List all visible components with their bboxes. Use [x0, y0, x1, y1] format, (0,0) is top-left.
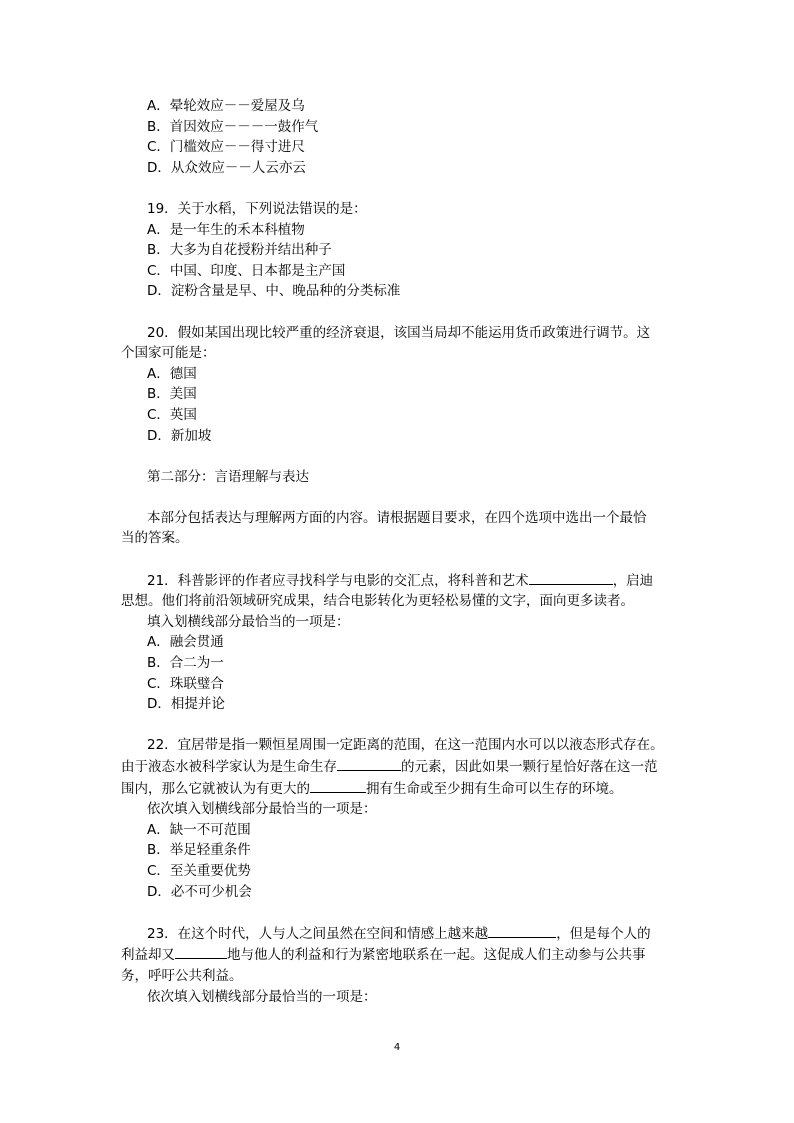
q22-stem-part-b: 的元素，因此如果一颗行星恰好落在这一范	[401, 759, 658, 775]
q19-option-b: B．大多为自花授粉并结出种子	[147, 242, 332, 259]
spacer	[147, 902, 673, 923]
q22-blank-1	[337, 756, 401, 771]
q22-stem-line1: 22．宜居带是指一颗恒星周围一定距离的范围，在这一范围内水可以以液态形式存在。	[147, 737, 664, 754]
q21-stem-line2: 思想。他们将前沿领域研究成果，结合电影转化为更轻松易懂的文字，面向更多读者。	[121, 593, 634, 610]
section-title: 第二部分：言语理解与表达	[147, 468, 309, 485]
q23-prompt: 依次填入划横线部分最恰当的一项是：	[147, 988, 377, 1005]
q20-option-d: D．新加坡	[147, 427, 212, 444]
q21-prompt: 填入划横线部分最恰当的一项是：	[147, 613, 350, 630]
q20-option-a: A．德国	[147, 365, 197, 382]
q22-prompt: 依次填入划横线部分最恰当的一项是：	[147, 801, 377, 818]
spacer	[147, 715, 673, 736]
q18-option-c: C．门槛效应－－得寸进尺	[147, 139, 305, 156]
q21-option-c: C．珠联璧合	[147, 675, 224, 692]
q21-stem-part-a: 21．科普影评的作者应寻找科学与电影的交汇点，将科普和艺术	[147, 572, 529, 589]
q18-option-a: A．晕轮效应－－爱屋及乌	[147, 98, 305, 114]
page-number: 4	[393, 1042, 401, 1053]
q19-option-d: D．淀粉含量是早、中、晚品种的分类标准	[147, 283, 401, 300]
q18-option-b: B．首因效应－－－一鼓作气	[147, 118, 319, 135]
q21-option-b: B．合二为一	[147, 655, 224, 672]
q22-option-c: C．至关重要优势	[147, 862, 251, 879]
q22-stem-line2	[121, 756, 673, 778]
q22-option-a: A．缺一不可范围	[147, 821, 251, 838]
q22-stem-part-d: 拥有生命或至少拥有生命可以生存的环境。	[366, 780, 623, 797]
spacer	[147, 549, 673, 570]
q22-option-d: D．必不可少机会	[147, 883, 252, 900]
q23-stem-part-d: 地与他人的利益和行为紧密地联系在一起。这促成人们主动参与公共事	[227, 947, 646, 964]
section-intro-line2: 当的答案。	[121, 530, 189, 547]
q21-blank	[529, 570, 613, 585]
section-intro-line1: 本部分包括表达与理解两方面的内容。请根据题目要求，在四个选项中选出一个最恰	[147, 509, 647, 526]
q21-stem-part-b: ，启迪	[612, 572, 654, 589]
q23-blank-1	[488, 923, 556, 938]
q21-option-a: A．融会贯通	[147, 634, 224, 651]
q20-stem-line1: 20．假如某国出现比较严重的经济衰退，该国当局却不能运用货币政策进行调节。这	[147, 324, 651, 341]
q23-stem-line1	[147, 923, 673, 945]
q20-stem-line2: 个国家可能是：	[121, 345, 216, 362]
q23-stem-line3: 务，呼吁公共利益。	[121, 967, 243, 984]
q20-option-c: C．英国	[147, 406, 197, 423]
q23-stem-part-a: 23．在这个时代，人与人之间虽然在空间和情感上越来越	[147, 925, 489, 942]
q22-option-b: B．举足轻重条件	[147, 842, 251, 859]
q19-option-a: A．是一年生的禾本科植物	[147, 221, 305, 238]
q19-option-c: C．中国、印度、日本都是主产国	[147, 262, 346, 279]
spacer	[147, 302, 673, 323]
q22-stem-line3	[121, 778, 673, 800]
q21-option-d: D．相提并论	[147, 696, 225, 713]
q18-option-d: D．从众效应－－人云亦云	[147, 159, 306, 176]
spacer	[147, 446, 673, 467]
q19-stem: 19．关于水稻，下列说法错误的是：	[147, 200, 367, 217]
q23-stem-line2	[121, 944, 673, 966]
q23-blank-2	[175, 944, 227, 959]
q21-stem-line1	[147, 570, 673, 592]
page-content	[121, 96, 673, 1007]
spacer	[147, 487, 673, 508]
q22-stem-part-a: 由于液态水被科学家认为是生命生存	[121, 759, 337, 775]
spacer	[147, 178, 673, 199]
q20-option-b: B．美国	[147, 386, 197, 403]
q23-stem-part-b: ，但是每个人的	[556, 925, 651, 942]
q22-blank-2	[310, 778, 366, 793]
q22-stem-part-c: 围内，那么它就被认为有更大的	[121, 780, 310, 797]
q23-stem-part-c: 利益却又	[121, 947, 175, 964]
